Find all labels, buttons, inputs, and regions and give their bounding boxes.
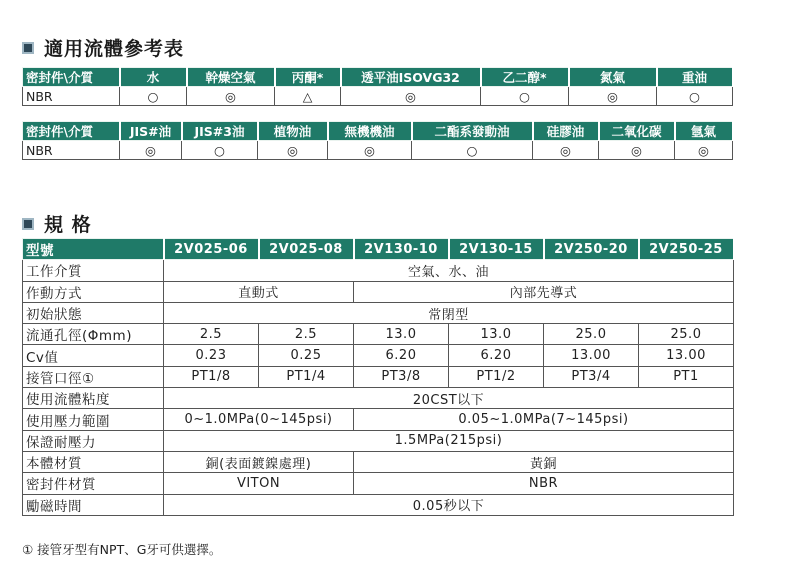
- table-cell: PT1/2: [449, 366, 544, 387]
- table-cell: 0~1.0MPa(0~145psi): [164, 409, 354, 430]
- table-row: [23, 141, 733, 160]
- row-label: 流通孔徑(Φmm): [23, 324, 164, 345]
- table-cell: VITON: [164, 473, 354, 494]
- table-cell: PT3/4: [544, 366, 639, 387]
- table-row: [23, 281, 734, 302]
- row-label: 本體材質: [23, 451, 164, 472]
- fluid-compat-table-2: [22, 121, 734, 160]
- table-cell: 25.0: [639, 324, 734, 345]
- header-cell: 密封件\介質: [23, 122, 120, 141]
- table-cell: PT3/8: [354, 366, 449, 387]
- table-cell: ◎: [569, 87, 657, 106]
- table-cell: ◎: [341, 87, 481, 106]
- model-header: 2V130-10: [354, 239, 449, 260]
- table-cell: PT1: [639, 366, 734, 387]
- table-cell: 25.0: [544, 324, 639, 345]
- row-label: 勵磁時間: [23, 494, 164, 515]
- section-title-text: 規 格: [44, 214, 92, 236]
- table-cell: ○: [182, 141, 258, 160]
- table-cell: ○: [120, 87, 187, 106]
- row-label: NBR: [23, 87, 120, 106]
- header-cell: 水: [120, 68, 187, 87]
- square-bullet-icon: [22, 42, 34, 54]
- table-cell: ○: [481, 87, 569, 106]
- table-header-row: [23, 122, 733, 141]
- model-header: 2V250-20: [544, 239, 639, 260]
- row-label: 使用流體粘度: [23, 388, 164, 409]
- row-label: 保證耐壓力: [23, 430, 164, 451]
- row-label: 作動方式: [23, 281, 164, 302]
- table-row: [23, 366, 734, 387]
- table-row: [23, 260, 734, 281]
- table-cell: NBR: [354, 473, 734, 494]
- table-row: [23, 87, 733, 106]
- header-cell: 無機機油: [328, 122, 412, 141]
- table-header-row: [23, 239, 734, 260]
- model-header: 2V250-25: [639, 239, 734, 260]
- table-row: [23, 345, 734, 366]
- table-cell: 2.5: [164, 324, 259, 345]
- spec-table: [22, 238, 735, 516]
- header-cell: 重油: [657, 68, 733, 87]
- table-row: [23, 409, 734, 430]
- table-cell: ◎: [120, 141, 182, 160]
- header-cell: 硅膠油: [533, 122, 599, 141]
- model-header: 2V025-08: [259, 239, 354, 260]
- header-cell: 密封件\介質: [23, 68, 120, 87]
- table-cell: 黃銅: [354, 451, 734, 472]
- table-row: [23, 302, 734, 323]
- row-label: 初始狀態: [23, 302, 164, 323]
- table-cell: 6.20: [354, 345, 449, 366]
- section-title-specs: [22, 210, 92, 237]
- header-cell: 二酯系發動油: [412, 122, 533, 141]
- table-cell: 空氣、水、油: [164, 260, 734, 281]
- table-cell: 6.20: [449, 345, 544, 366]
- table-cell: ◎: [187, 87, 275, 106]
- row-label: 工作介質: [23, 260, 164, 281]
- header-cell: 幹燥空氣: [187, 68, 275, 87]
- table-row: [23, 430, 734, 451]
- table-row: [23, 324, 734, 345]
- table-cell: 內部先導式: [354, 281, 734, 302]
- table-cell: ○: [657, 87, 733, 106]
- square-bullet-icon: [22, 218, 34, 230]
- header-cell: 透平油ISOVG32: [341, 68, 481, 87]
- table-header-row: [23, 68, 733, 87]
- header-cell: 型號: [23, 239, 164, 260]
- table-row: [23, 494, 734, 515]
- table-cell: 0.05秒以下: [164, 494, 734, 515]
- footnote: ① 接管牙型有NPT、G牙可供選擇。: [22, 542, 222, 557]
- table-cell: 20CST以下: [164, 388, 734, 409]
- table-cell: 13.0: [354, 324, 449, 345]
- header-cell: 丙酮*: [275, 68, 341, 87]
- table-cell: PT1/4: [259, 366, 354, 387]
- table-cell: 13.00: [544, 345, 639, 366]
- table-cell: 13.0: [449, 324, 544, 345]
- table-cell: 13.00: [639, 345, 734, 366]
- header-cell: 二氧化碳: [599, 122, 675, 141]
- table-cell: 直動式: [164, 281, 354, 302]
- table-row: [23, 473, 734, 494]
- row-label: 使用壓力範圍: [23, 409, 164, 430]
- row-label: NBR: [23, 141, 120, 160]
- row-label: 接管口徑①: [23, 366, 164, 387]
- table-cell: ◎: [675, 141, 733, 160]
- table-cell: ◎: [599, 141, 675, 160]
- table-cell: ◎: [258, 141, 328, 160]
- table-row: [23, 388, 734, 409]
- model-header: 2V130-15: [449, 239, 544, 260]
- model-header: 2V025-06: [164, 239, 259, 260]
- section-title-fluids: [22, 34, 184, 61]
- header-cell: 氮氣: [569, 68, 657, 87]
- table-cell: PT1/8: [164, 366, 259, 387]
- table-cell: ◎: [328, 141, 412, 160]
- table-row: [23, 451, 734, 472]
- row-label: 密封件材質: [23, 473, 164, 494]
- table-cell: 0.23: [164, 345, 259, 366]
- table-cell: ◎: [533, 141, 599, 160]
- section-title-text: 適用流體參考表: [44, 38, 185, 60]
- table-cell: ○: [412, 141, 533, 160]
- header-cell: 乙二醇*: [481, 68, 569, 87]
- header-cell: JIS#油: [120, 122, 182, 141]
- header-cell: JIS#3油: [182, 122, 258, 141]
- header-cell: 氬氣: [675, 122, 733, 141]
- table-cell: 0.05~1.0MPa(7~145psi): [354, 409, 734, 430]
- header-cell: 植物油: [258, 122, 328, 141]
- table-cell: 銅(表面鍍鎳處理): [164, 451, 354, 472]
- table-cell: 常閉型: [164, 302, 734, 323]
- table-cell: 2.5: [259, 324, 354, 345]
- row-label: Cv值: [23, 345, 164, 366]
- table-cell: △: [275, 87, 341, 106]
- table-cell: 0.25: [259, 345, 354, 366]
- fluid-compat-table-1: [22, 67, 734, 106]
- table-cell: 1.5MPa(215psi): [164, 430, 734, 451]
